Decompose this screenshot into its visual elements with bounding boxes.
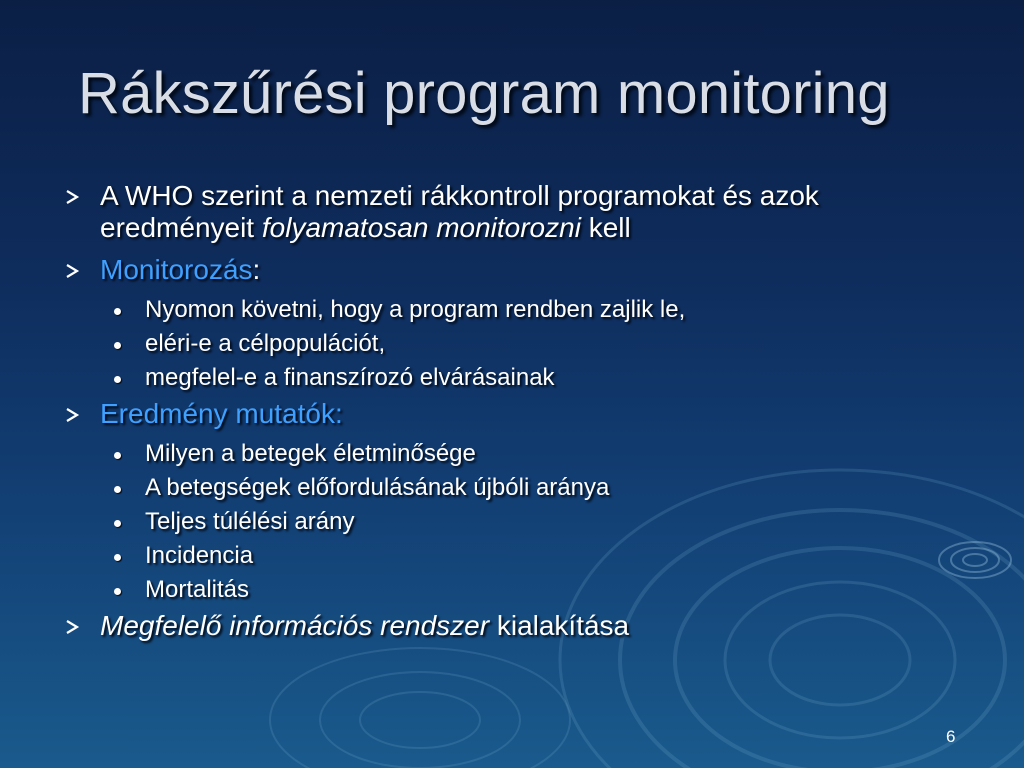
dot-bullet-icon [114, 308, 121, 315]
bullet-text-emphasis: Megfelelő információs rendszer [100, 610, 490, 641]
arrow-bullet-icon [64, 407, 80, 423]
page-number: 6 [946, 727, 956, 746]
sub-bullet-text: Mortalitás [145, 576, 250, 603]
arrow-bullet-icon [64, 263, 80, 279]
dot-bullet-icon [114, 554, 121, 561]
dot-bullet-icon [114, 342, 121, 349]
slide-title: Rákszűrési program monitoring [78, 61, 890, 126]
bullet-heading: Eredmény mutatók: [100, 398, 343, 429]
bullet-heading: Monitorozás [100, 254, 253, 285]
sub-bullet-text: megfelel-e a finanszírozó elvárásainak [145, 364, 555, 391]
bullet-text-end: kell [580, 212, 631, 243]
bullet-text-end: kialakítása [489, 610, 630, 641]
dot-bullet-icon [114, 452, 121, 459]
sub-bullet-item [62, 542, 962, 570]
bullet-item [62, 398, 962, 430]
sub-bullet-text: Nyomon követni, hogy a program rendben zajlik le, [145, 296, 686, 323]
bullet-item [62, 610, 962, 642]
slide-body [62, 180, 962, 652]
sub-bullet-item [62, 364, 962, 392]
bullet-text: A WHO szerint a nemzeti rákkontroll programokat és azok eredményeit [100, 180, 819, 243]
sub-bullet-item [62, 330, 962, 358]
dot-bullet-icon [114, 588, 121, 595]
dot-bullet-icon [114, 486, 121, 493]
sub-bullet-text: A betegségek előfordulásának újbóli aránya [145, 474, 610, 501]
sub-bullet-item [62, 296, 962, 324]
sub-bullet-item [62, 440, 962, 468]
bullet-text-emphasis: folyamatosan monitorozni [261, 212, 581, 243]
sub-bullet-text: Milyen a betegek életminősége [145, 440, 476, 467]
sub-bullet-item [62, 474, 962, 502]
arrow-bullet-icon [64, 189, 80, 205]
bullet-item [62, 254, 962, 286]
sub-bullet-text: eléri-e a célpopulációt, [145, 330, 386, 357]
arrow-bullet-icon [64, 619, 80, 635]
dot-bullet-icon [114, 376, 121, 383]
sub-bullet-item [62, 508, 962, 536]
bullet-item [62, 180, 962, 244]
sub-bullet-text: Incidencia [145, 542, 254, 569]
sub-bullet-text: Teljes túlélési arány [145, 508, 355, 535]
bullet-heading-suffix: : [252, 254, 261, 285]
dot-bullet-icon [114, 520, 121, 527]
sub-bullet-item [62, 576, 962, 604]
